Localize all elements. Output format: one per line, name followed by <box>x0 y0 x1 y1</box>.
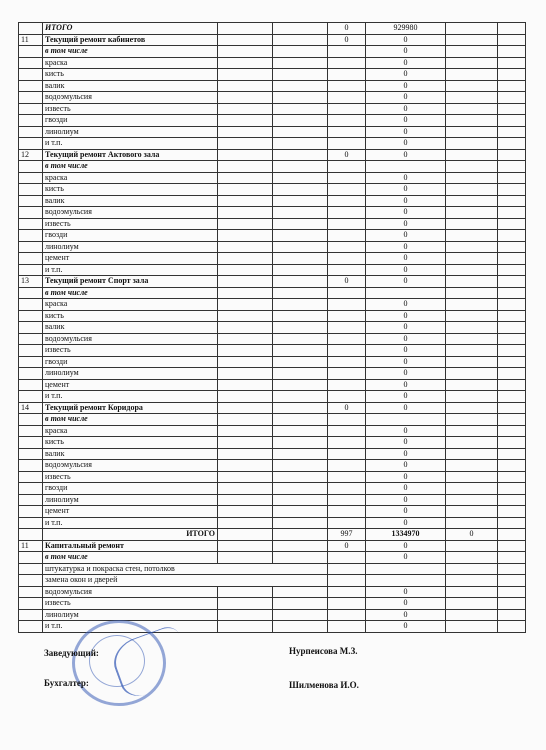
table-row: известь 0 <box>19 471 526 483</box>
table-row: валик 0 <box>19 80 526 92</box>
table-row: в том числе <box>19 287 526 299</box>
table-row: цемент 0 <box>19 379 526 391</box>
table-row: в том числе 0 <box>19 46 526 58</box>
table-row: линолиум 0 <box>19 609 526 621</box>
table-row: известь 0 <box>19 345 526 357</box>
table-row: гвозди 0 <box>19 115 526 127</box>
table-row: и т.п. 0 <box>19 264 526 276</box>
table-row: кисть 0 <box>19 437 526 449</box>
table-row: валик 0 <box>19 448 526 460</box>
table-row: линолиум 0 <box>19 241 526 253</box>
table-row: краска 0 <box>19 425 526 437</box>
section-row: 12 Текущий ремонт Актового зала 0 0 <box>19 149 526 161</box>
table-row: гвозди 0 <box>19 483 526 495</box>
head-name: Нурпеисова М.З. <box>289 646 358 656</box>
table-row: водоэмульсия 0 <box>19 460 526 472</box>
accountant-name: Шилменова И.О. <box>289 680 359 690</box>
table-row: и т.п. 0 <box>19 138 526 150</box>
table-row: в том числе <box>19 414 526 426</box>
table-row: и т.п. 0 <box>19 517 526 529</box>
table-row: ИТОГО 0 929980 <box>19 23 526 35</box>
section-row: 11 Капитальный ремонт 0 0 <box>19 540 526 552</box>
row-label: ИТОГО <box>43 23 218 35</box>
table-row: водоэмульсия 0 <box>19 207 526 219</box>
table-row: известь 0 <box>19 598 526 610</box>
table-row: валик 0 <box>19 195 526 207</box>
table-row: краска 0 <box>19 299 526 311</box>
section-row: 13 Текущий ремонт Спорт зала 0 0 <box>19 276 526 288</box>
accountant-label: Бухгалтер: <box>44 678 89 688</box>
table-row: и т.п. 0 <box>19 391 526 403</box>
table-row: в том числе 0 <box>19 552 526 564</box>
section-row: 14 Текущий ремонт Коридора 0 0 <box>19 402 526 414</box>
budget-table <box>18 22 526 633</box>
table-row: гвозди 0 <box>19 356 526 368</box>
table-row: водоэмульсия 0 <box>19 586 526 598</box>
table-row: валик 0 <box>19 322 526 334</box>
table-row: водоэмульсия 0 <box>19 92 526 104</box>
table-row: штукатурка и покраска стен, потолков <box>19 563 526 575</box>
table-row: кисть 0 <box>19 184 526 196</box>
table-row: в том числе <box>19 161 526 173</box>
table-row: краска 0 <box>19 57 526 69</box>
table-row: цемент 0 <box>19 506 526 518</box>
table-row: цемент 0 <box>19 253 526 265</box>
table-row: линолиум 0 <box>19 368 526 380</box>
table-row: известь 0 <box>19 103 526 115</box>
table-row: краска 0 <box>19 172 526 184</box>
table-row: кисть 0 <box>19 310 526 322</box>
table-row: гвозди 0 <box>19 230 526 242</box>
table-row: известь 0 <box>19 218 526 230</box>
table-row: и т.п. 0 <box>19 621 526 633</box>
table-row: кисть 0 <box>19 69 526 81</box>
table-row: водоэмульсия 0 <box>19 333 526 345</box>
total-row: ИТОГО 997 1334970 0 <box>19 529 526 541</box>
table-row: линолиум 0 <box>19 494 526 506</box>
table-row: замена окон и дверей <box>19 575 526 587</box>
section-row: 11 Текущий ремонт кабинетов 0 0 <box>19 34 526 46</box>
table-row: линолиум 0 <box>19 126 526 138</box>
head-label: Заведующий: <box>44 648 99 658</box>
